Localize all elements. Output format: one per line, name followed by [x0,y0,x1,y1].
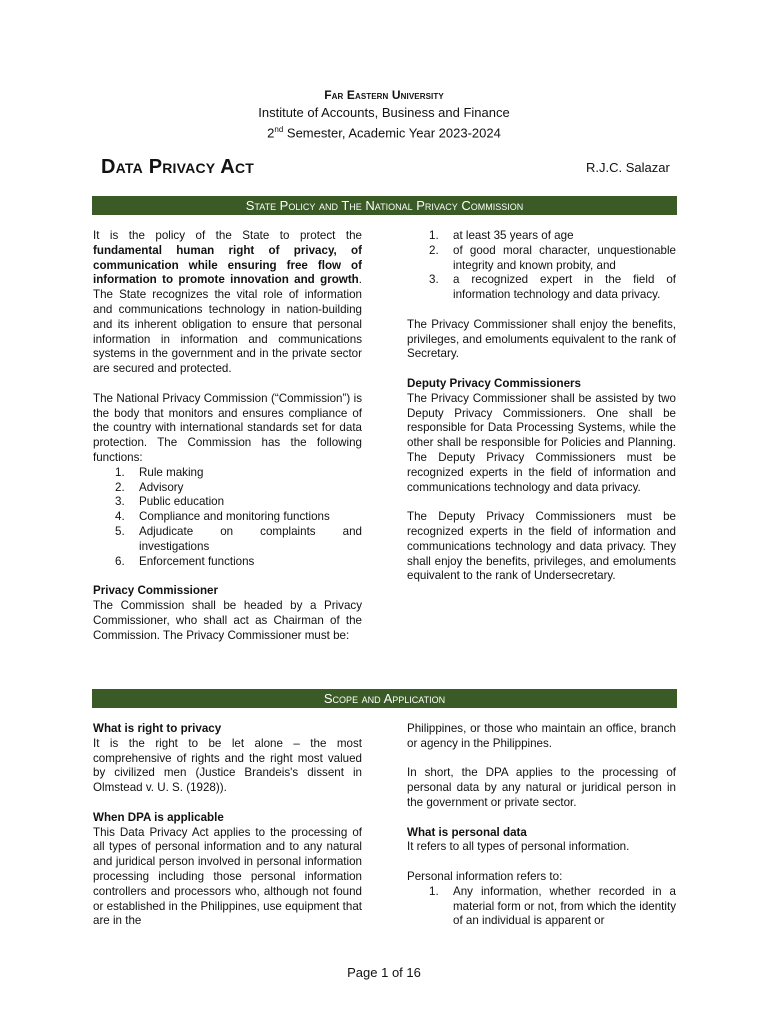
list-number: 3. [115,495,125,509]
commissioner-qualifications-list [407,229,676,303]
list-item [93,510,362,525]
list-text: at least 35 years of age [453,229,574,242]
right-to-privacy-heading: What is right to privacy [93,722,222,735]
list-item [407,244,676,274]
commission-intro-paragraph: The National Privacy Commission (“Commission”) is the body that monitors and ensures compliance of the country with international standards set for data protection. The Commission has the following functions: [93,391,362,464]
list-number: 6. [115,554,125,568]
personal-data-paragraph: It refers to all types of personal information. [407,840,630,854]
list-number: 5. [115,524,125,538]
institute-name: Institute of Accounts, Business and Finance [258,105,510,120]
author-name: R.J.C. Salazar [586,160,670,175]
list-number: 4. [115,510,125,524]
section2-left-column [93,722,362,929]
privacy-commissioner-heading: Privacy Commissioner [93,584,219,598]
section-heading-state-policy: State Policy and The National Privacy Commission [92,196,677,215]
list-text: Compliance and monitoring functions [139,510,330,524]
dpa-applicable-heading: When DPA is applicable [93,810,224,824]
list-item [407,273,676,303]
university-name: Far Eastern University [324,88,444,102]
document-title: Data Privacy Act [101,156,255,178]
section2-right-column [407,722,676,929]
deputy-commissioners-heading: Deputy Privacy Commissioners [407,376,581,390]
personal-info-intro: Personal information refers to: [407,869,563,883]
commissioner-benefits-paragraph: The Privacy Commissioner shall enjoy the benefits, privileges, and emoluments equivalent to the rank of Secretary. [407,317,676,361]
in-short-paragraph: In short, the DPA applies to the processing of personal data by any natural or juridical person in the government or private sector. [407,766,676,809]
list-text: Adjudicate on complaints and investigations [139,524,362,553]
list-item [407,885,676,929]
list-item [93,555,362,570]
list-text: a recognized expert in the field of information technology and data privacy. [453,273,676,302]
list-text: Rule making [139,465,204,479]
list-item [407,229,676,244]
list-number: 3. [429,273,439,287]
commission-functions-list [93,466,362,570]
list-item [93,495,362,510]
section-heading-scope: Scope and Application [92,689,677,708]
section1-right-column [407,229,676,584]
list-text: Public education [139,495,225,509]
dpa-applicable-paragraph: This Data Privacy Act applies to the processing of all types of personal information and to any natural and juridical person involved in personal information processing including those personal information controllers and processors who, although not found or established in the Philippines, use equipment that are in the [93,825,362,928]
semester-number: 2 [267,125,275,141]
deputy-benefits-paragraph: The Deputy Privacy Commissioners must be recognized experts in the field of information and communications technology and data privacy. They shall enjoy the benefits, privileges, and emoluments equivalent to the rank of Undersecretary. [407,510,676,583]
list-item [93,466,362,481]
section1-left-column [93,229,362,643]
list-item [93,525,362,555]
semester-line [0,121,768,141]
list-text: Any information, whether recorded in a material form or not, from which the identity of an individual is apparent or [453,884,676,928]
policy-bold: fundamental human right of privacy, of communication while ensuring free flow of information to promote innovation and growth [93,243,362,287]
page-number: Page 1 of 16 [347,965,421,980]
list-item [93,481,362,496]
semester-ordinal: nd [274,125,284,134]
list-number: 1. [429,229,439,242]
semester-text: Semester, Academic Year 2023-2024 [283,125,501,141]
policy-suffix: . The State recognizes the vital role of information and communications technology in nation-building and its inherent obligation to ensure that personal information in information and communications systems in the government and in the private sector are secured and protected. [93,273,362,376]
list-number: 2. [429,243,439,257]
right-to-privacy-paragraph: It is the right to be let alone – the most comprehensive of rights and the right most valued by civilized men (Justice Brandeis's dissent in Olmstead v. U. S. (1928)). [93,736,362,795]
list-text: Enforcement functions [139,554,255,568]
privacy-commissioner-paragraph: The Commission shall be headed by a Privacy Commissioner, who shall act as Chairman of the Commission. The Privacy Commissioner must be: [93,598,362,642]
personal-info-list [407,885,676,929]
dpa-applicable-continued: Philippines, or those who maintain an office, branch or agency in the Philippines. [407,722,676,750]
list-text: Advisory [139,480,184,494]
personal-data-heading: What is personal data [407,825,527,839]
deputy-commissioners-paragraph: The Privacy Commissioner shall be assisted by two Deputy Privacy Commissioners. One shall be responsible for Data Processing Systems, while the other shall be responsible for Policies and Planning. The Deputy Privacy Commissioners must be recognized experts in the field of information and communications technology and data privacy. [407,391,676,494]
list-number: 2. [115,480,125,494]
list-number: 1. [429,884,439,898]
document-header [0,86,768,141]
policy-prefix: It is the policy of the State to protect the [93,229,362,242]
list-number: 1. [115,465,125,479]
list-text: of good moral character, unquestionable integrity and known probity, and [453,243,676,272]
state-policy-paragraph [93,229,362,377]
